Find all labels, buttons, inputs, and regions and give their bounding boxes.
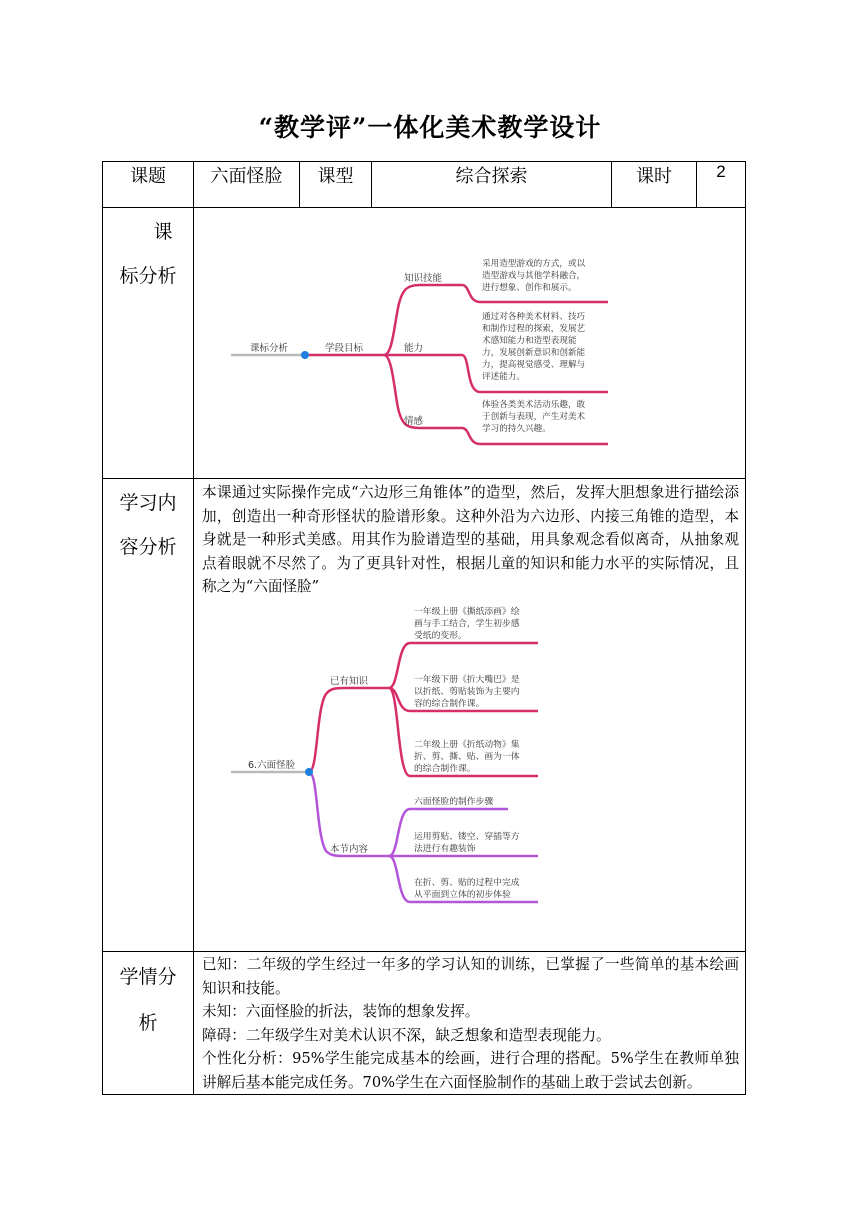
content-root-label: 6.六面怪脸 (248, 759, 296, 771)
ability-branch-label: 能力 (404, 343, 424, 354)
emotion-branch-label: 情感 (404, 416, 424, 427)
knowledge-detail-text: 采用造型游戏的方式，或以 造型游戏与其他学科融合， 进行想象、创作和展示。 (482, 259, 586, 293)
curriculum-label-cell (103, 208, 194, 479)
type-value: 综合探索 (372, 162, 612, 208)
content-label-line2: 容分析 (119, 536, 177, 558)
curriculum-mindmap (194, 208, 743, 476)
learners-individual: 个性化分析：95%学生能完成基本的绘画，进行合理的搭配。5%学生在教师单独讲解后基本能完成任务。70%学生在六面怪脸制作的基础上敢于尝试去创新。 (202, 1050, 739, 1091)
learners-unknown: 未知：六面怪脸的折法，装饰的想象发挥。 (202, 1003, 480, 1020)
curriculum-label-line2: 标分析 (119, 265, 177, 287)
content-row (103, 479, 746, 952)
learners-row (103, 952, 746, 1095)
learners-obstacle: 障碍：二年级学生对美术认识不深，缺乏想象和造型表现能力。 (202, 1026, 611, 1044)
content-mindmap (194, 599, 743, 929)
prior-item-1-text: 一年级上册《撕纸添画》绘 画与手工结合，学生初步感 受纸的变形。 (414, 606, 520, 641)
current-content-label: 本节内容 (330, 843, 369, 855)
prior-item-3-text: 二年级上册《折纸动物》集 折、剪、撕、贴、画为一体 的综合制作课。 (414, 739, 520, 774)
prior-knowledge-label: 已有知识 (330, 675, 369, 687)
ability-detail-text: 通过对各种美术材料、技巧 和制作过程的探索，发展艺 术感知能力和造型表现能 力，发展创新意识和创新能 力，提高视觉感受、理解与 评述能力。 (482, 312, 586, 382)
page-title: “教学评”一体化美术教学设计 (258, 113, 602, 142)
learners-label-line2: 析 (138, 1012, 158, 1034)
learners-label-line1: 学情分 (119, 966, 177, 988)
curriculum-row (103, 208, 746, 479)
curriculum-root-label: 课标分析 (250, 343, 289, 354)
root-node-dot (301, 351, 309, 359)
content-paragraph: 本课通过实际操作完成“六边形三角锥体”的造型，然后，发挥大胆想象进行描绘添加，创造出一种奇形怪状的脸谱形象。这种外沿为六边形、内接三角锥的造型，本身就是一种形式美感。用其作为脸谱造型的基础，用具象观念看似离奇，从抽象观点着眼就不尽然了。为了更具针对性，根据儿童的知识和能力水平的实际情况，且称之为“六面怪脸” (202, 484, 739, 595)
emotion-detail-text: 体验各类美术活动乐趣，敢 于创新与表现，产生对美术 学习的持久兴趣。 (482, 400, 586, 434)
learners-cell (194, 952, 746, 1095)
content-label-line1: 学习内 (119, 492, 177, 514)
knowledge-branch-label: 知识技能 (404, 273, 443, 284)
current-item-1-text: 六面怪脸的制作步骤 (414, 796, 494, 807)
curriculum-map-cell (194, 208, 746, 479)
current-item-2-text: 运用剪贴、镂空、穿插等方 法进行有趣装饰 (414, 831, 520, 854)
topic-label: 课题 (103, 162, 194, 208)
learners-known: 已知：二年级的学生经过一年多的学习认知的训练，已掌握了一些简单的基本绘画知识和技能。 (202, 956, 739, 997)
lesson-plan-table (102, 161, 746, 1095)
header-row (103, 162, 746, 208)
hours-label: 课时 (612, 162, 697, 208)
prior-item-2-text: 一年级下册《折大嘴巴》是 以折纸、剪贴装饰为主要内 容的综合制作课。 (414, 674, 520, 709)
curriculum-label-line1: 课 (153, 221, 173, 243)
topic-value: 六面怪脸 (194, 162, 300, 208)
current-item-3-text: 在折、剪、贴的过程中完成 从平面到立体的初步体验 (414, 877, 520, 900)
stage-label: 学段目标 (325, 343, 364, 354)
type-label: 课型 (300, 162, 372, 208)
content-label-cell (103, 479, 194, 952)
content-root-dot (305, 768, 313, 776)
learners-label-cell (103, 952, 194, 1095)
prior-branch-line (309, 688, 389, 772)
content-cell (194, 479, 746, 952)
hours-value: 2 (697, 162, 746, 208)
